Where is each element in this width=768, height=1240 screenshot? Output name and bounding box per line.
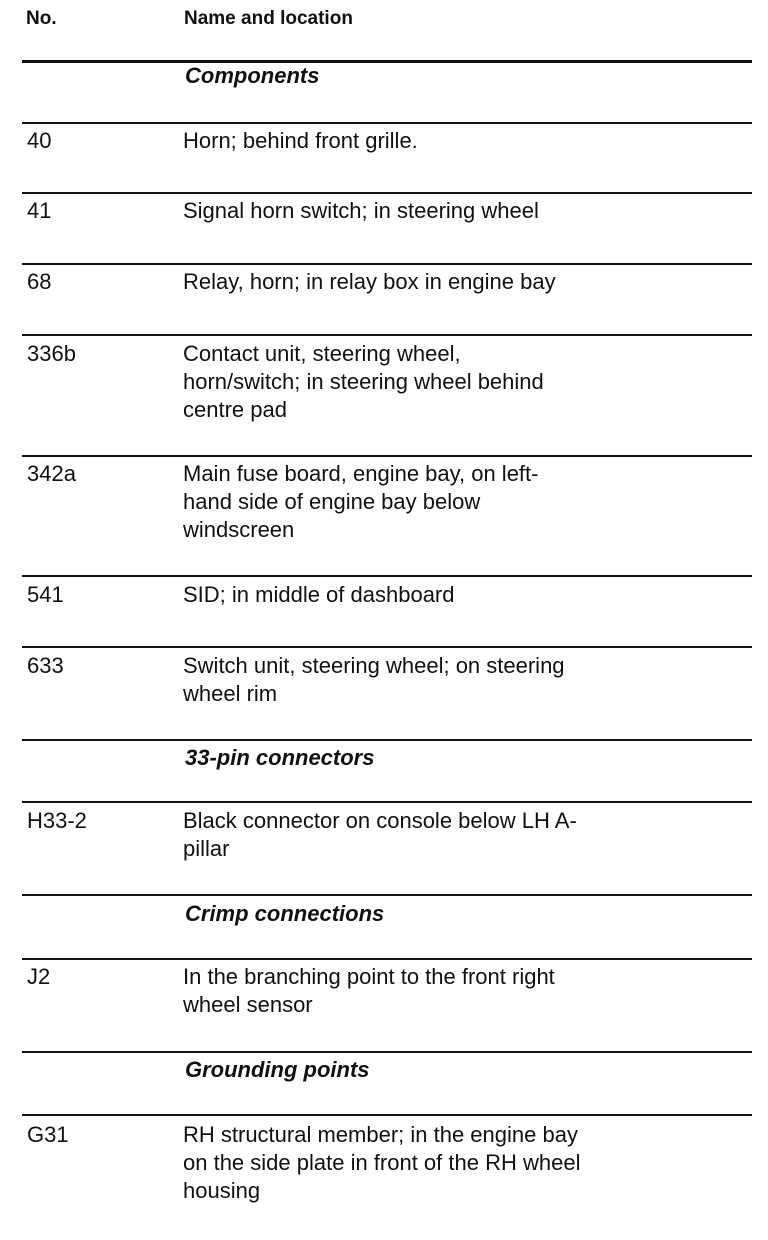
row-divider	[22, 801, 752, 803]
row-number: 41	[27, 198, 52, 223]
row-number: 336b	[27, 341, 76, 366]
row-number: 342a	[27, 461, 76, 486]
row-divider	[22, 958, 752, 960]
row-divider	[22, 1114, 752, 1116]
row-description: SID; in middle of dashboard	[183, 582, 455, 607]
section-title-grounding-points: Grounding points	[185, 1057, 370, 1082]
column-header-no: No.	[26, 8, 57, 29]
row-description: In the branching point to the front right wheel sensor	[183, 964, 555, 1017]
row-description: Switch unit, steering wheel; on steering wheel rim	[183, 653, 565, 706]
row-divider	[22, 192, 752, 194]
row-divider	[22, 739, 752, 741]
row-number: 541	[27, 582, 64, 607]
row-description: Contact unit, steering wheel, horn/switch; in steering wheel behind centre pad	[183, 341, 544, 422]
row-number: 40	[27, 128, 52, 153]
row-number: 633	[27, 653, 64, 678]
row-divider	[22, 334, 752, 336]
row-number: G31	[27, 1122, 69, 1147]
section-title-crimp-connections: Crimp connections	[185, 901, 385, 926]
section-title-components: Components	[185, 63, 320, 88]
row-divider	[22, 455, 752, 457]
row-description: Main fuse board, engine bay, on left- hand side of engine bay below windscreen	[183, 461, 539, 542]
section-title-33-pin-connectors: 33-pin connectors	[185, 745, 375, 770]
row-divider	[22, 122, 752, 124]
row-number: H33-2	[27, 808, 87, 833]
row-description: Signal horn switch; in steering wheel	[183, 198, 539, 223]
row-divider	[22, 263, 752, 265]
row-divider	[22, 575, 752, 577]
row-description: RH structural member; in the engine bay on the side plate in front of the RH wheel housing	[183, 1122, 581, 1203]
header-rule	[22, 60, 752, 63]
row-number: J2	[27, 964, 51, 989]
row-description: Black connector on console below LH A- pillar	[183, 808, 577, 861]
row-description: Horn; behind front grille.	[183, 128, 418, 153]
row-number: 68	[27, 269, 52, 294]
row-divider	[22, 646, 752, 648]
row-divider	[22, 894, 752, 896]
column-header-name: Name and location	[184, 8, 353, 29]
row-divider	[22, 1051, 752, 1053]
row-description: Relay, horn; in relay box in engine bay	[183, 269, 556, 294]
